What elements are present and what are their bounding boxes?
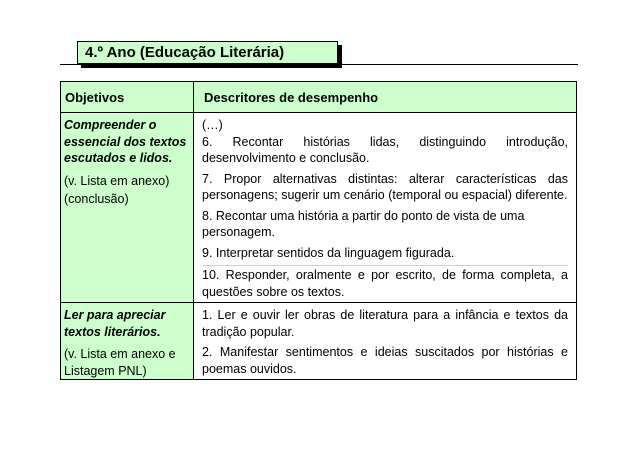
table-header-row	[61, 82, 577, 113]
descriptors-table	[60, 81, 577, 380]
table-row	[61, 113, 577, 303]
header-objectives: Objetivos	[61, 82, 194, 113]
objective-note: (v. Lista em anexo)	[64, 173, 170, 188]
page-title-box	[77, 41, 338, 64]
objective-title: Compreender o essencial dos textos escutados e lidos.	[64, 118, 187, 165]
descriptor-item: 10. Responder, oralmente e por escrito, de forma completa, a questões sobre os textos.	[202, 265, 568, 300]
objective-note: (conclusão)	[64, 192, 129, 206]
descriptor-item: 6. Recontar histórias lidas, distinguindo introdução, desenvolvimento e conclusão.	[202, 134, 568, 165]
descriptor-item: 8. Recontar uma história a partir do ponto de vista de uma personagem.	[202, 208, 525, 239]
descriptor-item: (…)	[202, 118, 223, 132]
objective-note: (v. Lista em anexo e Listagem PNL)	[64, 347, 176, 378]
objective-title: Ler para apreciar textos literários.	[64, 308, 166, 339]
descriptor-item: 7. Propor alternativas distintas: alterar características das personagens; sugerir um cenário (temporal ou espacial) diferente.	[202, 171, 568, 202]
title-divider	[60, 64, 578, 65]
table-row	[61, 303, 577, 380]
descriptor-item: 1. Ler e ouvir ler obras de literatura para a infância e textos da tradição popular.	[202, 308, 568, 339]
objective-cell	[61, 113, 194, 303]
descriptor-item: 2. Manifestar sentimentos e ideias suscitados por histórias e poemas ouvidos.	[202, 345, 568, 376]
header-descriptors: Descritores de desempenho	[194, 82, 577, 113]
objective-cell	[61, 303, 194, 380]
descriptors-cell	[194, 113, 577, 303]
descriptors-cell	[194, 303, 577, 380]
page-title: 4.º Ano (Educação Literária)	[85, 44, 285, 61]
descriptor-item: 9. Interpretar sentidos da linguagem figurada.	[202, 245, 455, 260]
